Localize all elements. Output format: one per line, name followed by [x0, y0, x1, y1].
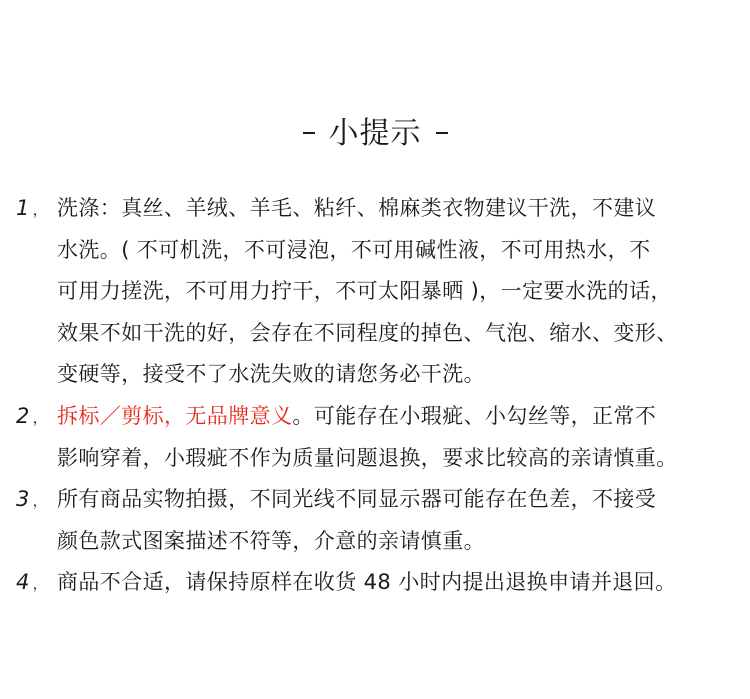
page-title	[0, 112, 750, 156]
tip-item-4	[0, 562, 750, 604]
tag-removed-notice: 拆标／剪标，无品牌意义	[57, 403, 293, 428]
title-left-dash	[303, 132, 315, 134]
tip-item-2	[0, 396, 750, 479]
tip-number: 1 ，	[16, 196, 48, 220]
tip-line: 影响穿着，小瑕疵不作为质量问题退换，要求比较高的亲请慎重。	[57, 445, 678, 470]
tip-line: 洗涤：真丝、羊绒、羊毛、粘纤、棉麻类衣物建议干洗，不建议	[57, 196, 657, 220]
tip-number: 3 ，	[16, 487, 48, 512]
tip-text: 。可能存在小瑕疵、小勾丝等，正常不	[292, 403, 657, 428]
tip-number: 4 ，	[16, 570, 48, 595]
tip-line: 颜色款式图案描述不符等，介意的亲请慎重。	[57, 528, 485, 553]
tip-line: 商品不合适，请保持原样在收货 48 小时内提出退换申请并退回。	[57, 570, 677, 595]
tip-number: 2 ，	[16, 403, 48, 428]
title-right-dash	[436, 132, 448, 134]
tip-line	[57, 396, 744, 438]
tip-line: 所有商品实物拍摄，不同光线不同显示器可能存在色差，不接受	[57, 487, 657, 512]
title-text: 小提示	[328, 116, 422, 151]
tip-line: 效果不如干洗的好，会存在不同程度的掉色、气泡、缩水、变形、	[57, 320, 678, 345]
tip-line: 水洗。( 不可机洗，不可浸泡，不可用碱性液，不可用热水，不	[57, 237, 651, 262]
tip-line: 可用力搓洗，不可用力拧干，不可太阳暴晒 )，一定要水洗的话，	[57, 279, 672, 304]
tip-item-1	[0, 188, 750, 396]
tip-line: 变硬等，接受不了水洗失败的请您务必干洗。	[57, 362, 485, 387]
tips-list	[0, 188, 750, 604]
tip-item-3	[0, 479, 750, 562]
